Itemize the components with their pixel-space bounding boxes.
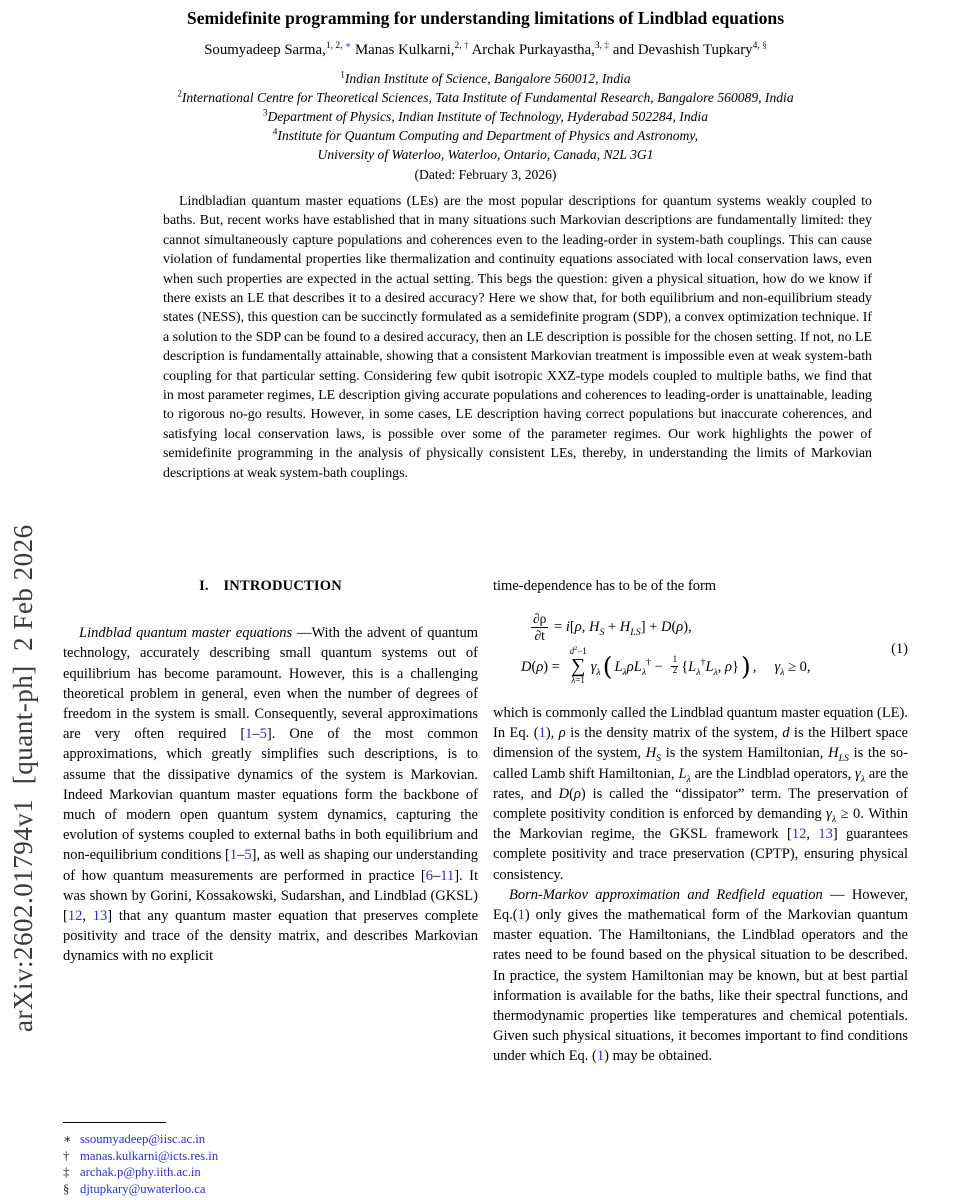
footnote-email-link[interactable]: manas.kulkarni@icts.res.in [80, 1148, 219, 1163]
sum-operator [570, 647, 587, 686]
equation-term: $\gamma_\lambda$ [590, 658, 601, 678]
paragraph-born-markov: Born-Markov approximation and Redfield equation — However, Eq.(1) only gives the mathematical form of the Markovian quantum master equation. The Hamiltonians, the Lindblad operators and the rates need to be found based on the physical situation to be described. In practice, the system Hamiltonian may be known, but at best partial information is available for the baths, like their spectral functions, and thermodynamic properties like temperatures and chemical potentials. Given such physical situations, it becomes important to find conditions under which Eq. (1) may be obtained. [493, 886, 908, 1065]
paragraph-lindblad-explanation: which is commonly called the Lindblad quantum master equation (LE). In Eq. (1), ρ is the density matrix of the system, d is the Hilbert space dimension of the system, $H_S$ is the system Hamiltonian, $H_{LS}$ is the so-called Lamb shift Hamiltonian, $L_\lambda$ are the Lindblad operators, $\gamma_\lambda$ are the rates, and D(ρ) is called the “dissipator” term. The preservation of complete positivity condition is enforced by demanding $\gamma_\lambda \ge 0$. Within the Markovian regime, the GKSL framework [12, 13] guarantees complete positivity and trace preservation (CPTP), ensuring physical consistency. [493, 705, 909, 883]
right-column [493, 576, 908, 1067]
right-paren: ) [740, 652, 751, 682]
affiliation-line-5: University of Waterloo, Waterloo, Ontario, Canada, N2L 3G1 [317, 147, 654, 163]
fraction-numerator: 1 [672, 655, 678, 666]
footnote-symbol: † [63, 1148, 70, 1163]
inline-link[interactable]: 5 [244, 847, 252, 864]
inline-link[interactable]: ∗ [344, 41, 352, 52]
inline-link[interactable]: 1 [538, 725, 546, 742]
footnote-item [63, 1181, 478, 1198]
equation-term: $L_\lambda\rho L_\lambda^\dagger$ − [614, 656, 667, 678]
left-column [63, 576, 478, 967]
inline-link[interactable]: 13 [818, 826, 833, 843]
sigma-icon: ∑ [571, 655, 586, 678]
footnote-rule [63, 1122, 166, 1123]
fraction-denominator: ∂t [534, 627, 545, 643]
equation-term: {$L_\lambda^\dagger L_\lambda$, ρ} [681, 656, 739, 678]
equation-term: = i[ρ, $H_S + H_{LS}] + D(\rho)$, [550, 619, 692, 639]
inline-link[interactable]: 6 [425, 867, 433, 884]
footnote-email-link[interactable]: djtupkary@uwaterloo.ca [80, 1181, 206, 1196]
paper-title: Semidefinite programming for understanding limitations of Lindblad equations [186, 8, 785, 28]
inline-link[interactable]: 1 [229, 847, 238, 864]
affiliation-line-2: $^2$International Centre for Theoretical Sciences, Tata Institute of Fundamental Research, Bangalore 560089, India [177, 88, 794, 106]
half-fraction [671, 656, 678, 677]
intro-paragraph: Lindblad quantum master equations —With the advent of quantum technology, accurately describing small quantum systems out of equilibrium has become paramount. However, this is a challenging theoretical problem in general, even when the number of degrees of freedom in the system is small. Consequently, several approximations are very often required [1–5]. One of the most common approximations, which greatly simplifies such descriptions, is to assume that the dissipative dynamics of the system is Markovian. Indeed Markovian quantum master equations form the backbone of much of modern open quantum system dynamics, capturing the evolution of systems coupled to external baths in both equilibrium and non-equilibrium conditions [1–5], as well as shaping our understanding of how quantum measurements are performed in practice [6–11]. It was shown by Gorini, Kossakowski, Sudarshan, and Lindblad (GKSL) [12, 13] that any quantum master equation that preserves complete positivity and trace of the density matrix, and describes Markovian dynamics with no explicit [63, 625, 479, 965]
left-paren: ( [602, 652, 613, 682]
sum-upper-limit: $d^2-1$ [569, 646, 587, 657]
inline-link[interactable]: 1 [596, 1048, 605, 1065]
inline-link[interactable]: 5 [259, 726, 267, 743]
inline-link[interactable]: 12 [791, 826, 807, 843]
abstract-block [163, 192, 872, 483]
paper-header [70, 8, 901, 185]
inline-link[interactable]: 12 [67, 908, 83, 925]
inline-link[interactable]: ‡ [604, 41, 610, 52]
affiliation-line-3: $^3$Department of Physics, Indian Institute of Technology, Hyderabad 502284, India [263, 107, 708, 125]
equation-line-1 [521, 611, 887, 643]
footnote-email-link[interactable]: ssoumyadeep@iisc.ac.in [80, 1132, 206, 1146]
equation-term: D(ρ) = [521, 658, 564, 675]
footnote-email-link[interactable]: archak.p@phy.iith.ac.in [80, 1165, 201, 1180]
affiliation-line-1: $^1$Indian Institute of Science, Bangalore 560012, India [340, 69, 631, 86]
abstract-text: Lindbladian quantum master equations (LEs) are the most popular descriptions for quantum systems weakly coupled to baths. But, recent works have established that in many situations such Markovian descriptions are fundamentally limited: they cannot simultaneously capture populations and coherences even to the leading-order in system-bath couplings. This can cause violation of fundamental properties like thermalization and continuity equations associated with local conservation laws, even when such properties are expected in the actual setting. This begs the question: given a physical situation, how do we know if there exists an LE that describes it to a desired accuracy? Here we show that, for both equilibrium and non-equilibrium steady states (NESS), this question can be succinctly formulated as a semidefinite program (SDP), a convex optimization technique. If a solution to the SDP can be found to a desired accuracy, then an LE description is possible for the chosen setting. If not, no LE description is fundamentally attainable, showing that a consistent Markovian treatment is impossible even at weak system-bath coupling for that particular setting. Considering few qubit isotropic XXZ-type models coupled to multiple baths, we find that in most parameter regimes, LE description giving accurate populations and coherences to leading-order is unattainable, leading to rigorous no-go results. However, in some cases, LE description having correct populations but inaccurate coherences, and satisfying local conservation laws, is possible over some of the parameter regimes. Our work highlights the power of semidefinite programming in the analysis of physically consistent LEs, thereby, in understanding the limits of Markovian descriptions at weak system-bath couplings. [163, 194, 872, 481]
footnotes [63, 1122, 478, 1197]
sum-lower-limit: λ=1 [571, 675, 585, 686]
equation-lines [521, 607, 887, 690]
inline-link[interactable]: 11 [440, 867, 455, 884]
inline-link[interactable]: 13 [92, 908, 108, 925]
equation-1 [493, 607, 908, 690]
inline-link[interactable]: † [463, 41, 469, 52]
arxiv-stamp: arXiv:2602.01794v1 [quant-ph] 2 Feb 2026 [8, 524, 38, 1032]
equation-term: , $\gamma_\lambda \ge 0$, [752, 658, 811, 678]
footnote-item [63, 1131, 478, 1148]
footnote-symbol: § [63, 1181, 70, 1196]
inline-link[interactable]: 1 [245, 726, 253, 743]
fraction-denominator: 2 [672, 666, 678, 677]
dated-line: (Dated: February 3, 2026) [414, 167, 557, 183]
section-heading-introduction: I. INTRODUCTION [199, 578, 342, 594]
fraction-numerator: ∂ρ [533, 611, 547, 627]
lead-line: time-dependence has to be of the form [493, 578, 717, 594]
inline-link[interactable]: 1 [517, 907, 525, 924]
authors-line: Soumyadeep Sarma,$^{1, 2, ∗}$ Manas Kulkarni,$^{2, \dagger}$ Archak Purkayastha,$^{3, \ddagger}$ and Devashish Tupkary$^{4, \S}$ [204, 41, 767, 58]
footnote-item [63, 1164, 478, 1181]
footnote-item [63, 1148, 478, 1165]
partial-derivative-fraction [531, 611, 548, 643]
footnote-symbol: ∗ [63, 1132, 72, 1146]
equation-line-2 [521, 647, 887, 686]
inline-link[interactable]: § [762, 41, 767, 52]
equation-number: (1) [891, 640, 908, 657]
footnote-symbol: ‡ [63, 1165, 70, 1180]
affiliation-line-4: $^4$Institute for Quantum Computing and Department of Physics and Astronomy, [272, 126, 699, 144]
